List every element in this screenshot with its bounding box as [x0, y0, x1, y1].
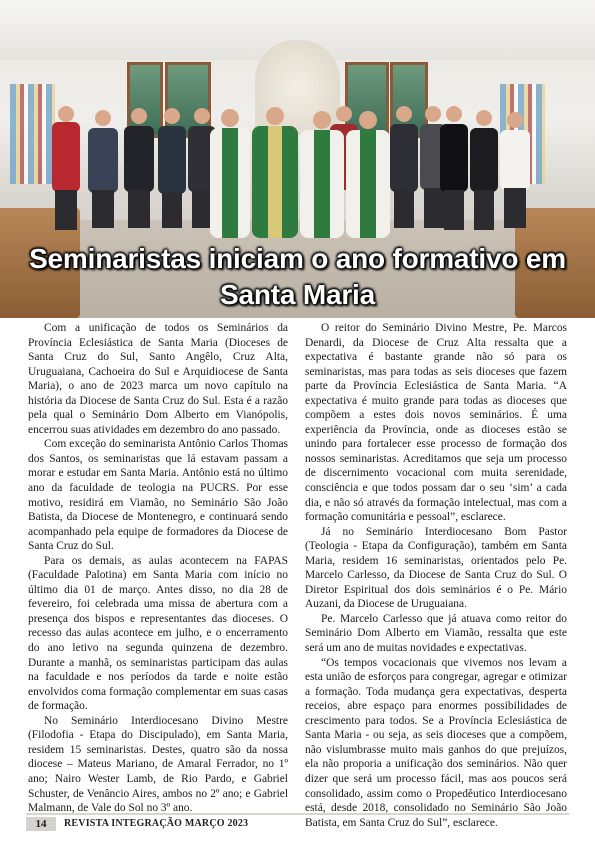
paragraph: Já no Seminário Interdiocesano Bom Pastor (Teologia - Etapa da Configuração), também em Santa Maria, residem 16 seminaristas, orientados pelo Pe. Marcelo Carlesso, da Diocese de Santa Cruz do Sul. O Diretor Espiritual dos dois seminários é o Pe. Mário Auzani, da Diocese de Uruguaiana. — [305, 525, 567, 611]
magazine-name: REVISTA INTEGRAÇÃO MARÇO 2023 — [64, 818, 249, 829]
paragraph: O reitor do Seminário Divino Mestre, Pe. Marcos Denardi, da Diocese de Cruz Alta ressalta que a expectativa é bastante grande não só para os seminaristas, mas para todas as seis dioceses que fazem parte da Província Eclesiástica de Santa Maria. “A expectativa é muito grande para todas as dioceses que compõem a estes dois novos seminários. É uma experiência da Província, onde as dioceses estão se unindo para fortalecer esse processo de formação dos nossos seminaristas. Acreditamos que seja um processo de discernimento vocacional com muita serenidade, consciência e que todos possam dar o seu ‘sim’ a cada dia, e não só através da formação intelectual, mas com a formação comunitária e pessoal”, esclarece. — [305, 322, 567, 524]
paragraph: Para os demais, as aulas acontecem na FAPAS (Faculdade Palotina) em Santa Maria com início no último dia 01 de março. Antes disso, no dia 28 de fevereiro, foi celebrada uma missa de abertura com a presença dos bispos e representantes das dioceses. O recesso das aulas acontece em julho, e o encerramento do ano letivo na segunda quinzena de dezembro. Durante a manhã, os seminaristas participam das aulas na faculdade e nos períodos da tarde e noite estão envolvidos coma formação complementar em suas casas de formação. — [28, 554, 288, 713]
page-number: 14 — [26, 817, 56, 831]
article-column-right — [305, 321, 567, 830]
article-column-left — [28, 321, 288, 816]
article-title-line1: Seminaristas iniciam o ano formativo em — [29, 243, 566, 274]
paragraph: Com a unificação de todos os Seminários da Província Eclesiástica de Santa Maria (Dioceses de Santa Cruz do Sul, Santo Angêlo, Cruz Alta, Uruguaiana, Cachoeira do Sul e Arquidiocese de Santa Maria), o ano de 2023 marca um novo capítulo na história da Diocese de Santa Cruz do Sul. Esta é a razão pela qual o Seminário Dom Alberto em Vianópolis, encerrou suas atividades em dezembro do ano passado. — [28, 322, 288, 436]
paragraph: Pe. Marcelo Carlesso que já atuava como reitor do Seminário Dom Alberto em Viamão, ressalta que este será um ano de muitas novidades e expectativas. — [305, 612, 567, 655]
paragraph: Com exceção do seminarista Antônio Carlos Thomas dos Santos, os seminaristas que lá estavam passam a morar e estudar em Santa Maria. Antônio está no último ano da faculdade de teologia na PUCRS. Por esse motivo, residirá em Viamão, no Seminário São João Batista, da Diocese de Montenegro, e continuará sendo acompanhado pela equipe de formadores da Diocese de Santa Cruz do Sul. — [28, 438, 288, 553]
paragraph: No Seminário Interdiocesano Divino Mestre (Filodofia - Etapa do Discipulado), em Santa Maria, residem 15 seminaristas. Destes, quatro são da nossa diocese – Mateus Mariano, de Amaral Ferrador, no 1º ano; Nairo Wester Lamb, de Rio Pardo, e Gabriel Schuster, de Venâncio Aires, ambos no 2º ano; e Gabriel Malmann, de Vale do Sol no 3º ano. — [28, 714, 288, 815]
page-footer — [26, 813, 569, 830]
paragraph: “Os tempos vocacionais que vivemos nos levam a esta união de esforços para congregar, agregar e otimizar a formação. Toda mudança gera expectativas, desperta receios, abre espaço para enormes possibilidades de crescimento para todos. Se a Província Eclesiástica de Santa Maria - ou seja, as seis dioceses que a compõem, não vislumbrasse muito mais ganhos do que prejuízos, ela não proporia a unificação dos seminários. Não quer dizer que será um processo fácil, mas aos poucos será consolidado, assim como o Propedêutico Interdiocesano está, desde 2018, consolidado no Seminário São João Batista, em Santa Cruz do Sul”, esclarece. — [305, 656, 567, 829]
article-title-line2: Santa Maria — [220, 279, 375, 310]
